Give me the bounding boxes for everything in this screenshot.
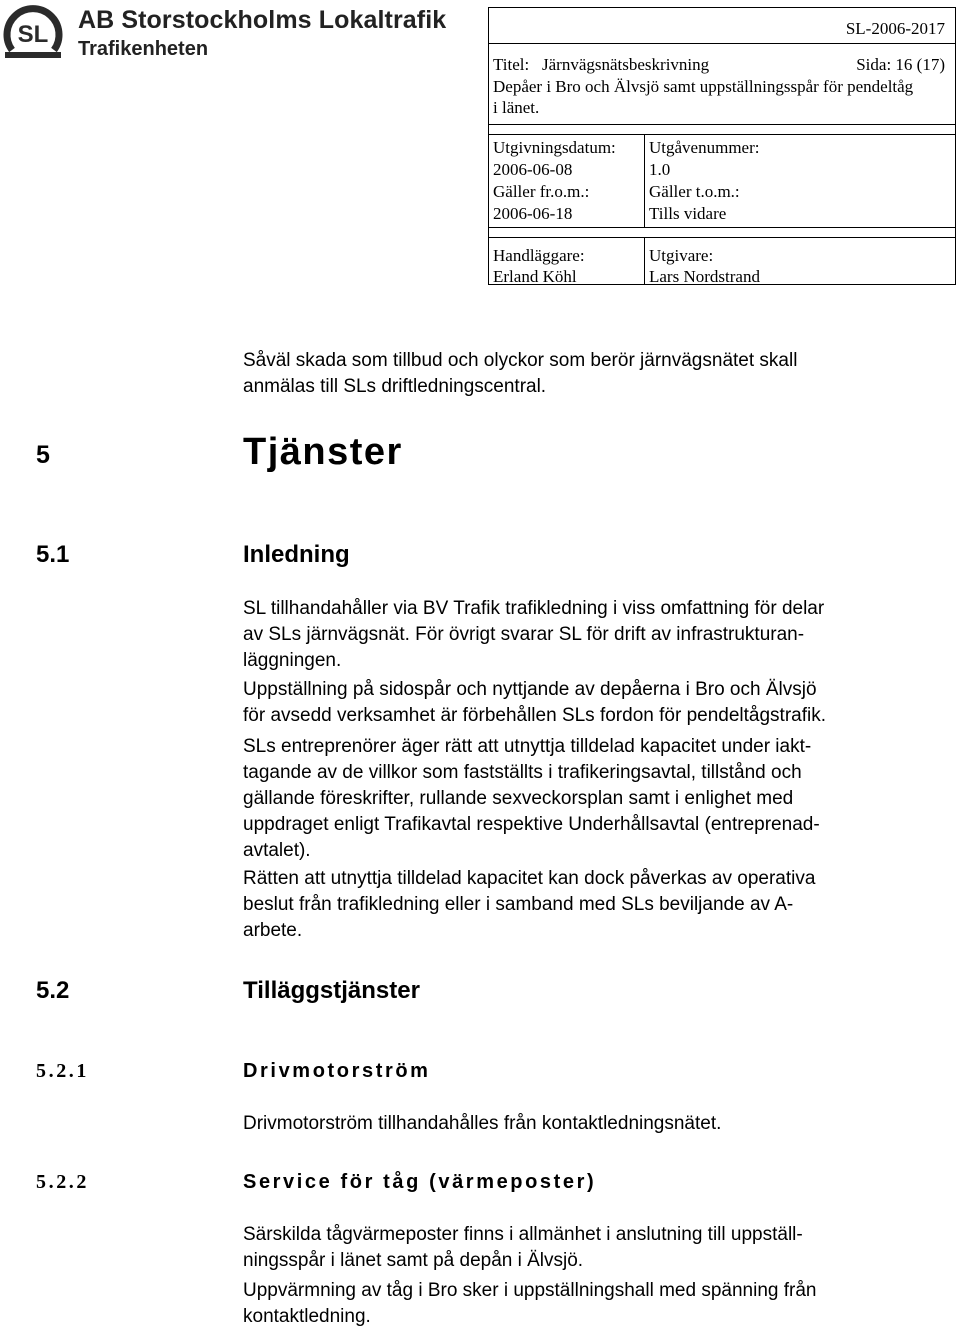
handler-label: Handläggare: <box>493 246 585 265</box>
valid-from-label: Gäller fr.o.m.: <box>493 182 590 201</box>
paragraph <box>243 866 933 944</box>
text-line: Rätten att utnyttja tilldelad kapacitet kan dock påverkas av operativa <box>243 868 816 889</box>
title-value: Järnvägsnätsbeskrivning <box>542 55 710 74</box>
organization-name: AB Storstockholms Lokaltrafik <box>78 6 447 34</box>
department-name: Trafikenheten <box>78 38 209 60</box>
handler: Erland Köhl <box>493 267 577 286</box>
paragraph <box>243 596 933 674</box>
heading-5-number: 5 <box>36 441 50 469</box>
document-info-table <box>488 7 956 285</box>
text-line: Uppvärmning av tåg i Bro sker i uppställningshall med spänning från <box>243 1280 817 1301</box>
sl-logo <box>2 2 64 60</box>
heading-5-title: Tjänster <box>243 431 403 473</box>
heading-5-2-title: Tilläggstjänster <box>243 977 420 1004</box>
text-line: gällande föreskrifter, rullande sexveckorsplan samt i enlighet med <box>243 788 794 809</box>
text-line: SL tillhandahåller via BV Trafik trafikledning i viss omfattning för delar <box>243 598 825 619</box>
text-line: av SLs järnvägsnät. För övrigt svarar SL för drift av infrastrukturan- <box>243 624 805 645</box>
text-line: arbete. <box>243 920 303 941</box>
table-divider <box>489 43 955 44</box>
heading-5-2-1-title: Drivmotorström <box>243 1060 431 1082</box>
text-line: Särskilda tågvärmeposter finns i allmänhet i anslutning till uppställ- <box>243 1224 803 1245</box>
text-line: beslut från trafikledning eller i samband med SLs beviljande av A- <box>243 894 794 915</box>
heading-5-2-number: 5.2 <box>36 977 70 1004</box>
heading-5-1-number: 5.1 <box>36 541 70 568</box>
text-line: SLs entreprenörer äger rätt att utnyttja tilldelad kapacitet under iakt- <box>243 736 812 757</box>
text-line: läggningen. <box>243 650 342 671</box>
table-divider <box>489 124 955 125</box>
document-id: SL-2006-2017 <box>845 19 945 38</box>
paragraph <box>243 1278 933 1330</box>
text-line: avtalet). <box>243 840 311 861</box>
table-divider <box>489 134 955 135</box>
edition: 1.0 <box>649 160 671 179</box>
intro-paragraph <box>243 348 933 400</box>
text-line: ningsspår i länet samt på depån i Älvsjö. <box>243 1250 584 1271</box>
table-divider <box>644 237 645 285</box>
paragraph <box>243 1111 933 1137</box>
text-line: uppdraget enligt Trafikavtal respektive Underhållsavtal (entreprenad- <box>243 814 820 835</box>
valid-to-label: Gäller t.o.m.: <box>649 182 740 201</box>
paragraph <box>243 734 933 864</box>
title-line-2: Depåer i Bro och Älvsjö samt uppställningsspår för pendeltåg <box>493 77 914 96</box>
text-line: Uppställning på sidospår och nyttjande av depåerna i Bro och Älvsjö <box>243 679 817 700</box>
text-line: tagande av de villkor som fastställts i trafikeringsavtal, tillstånd och <box>243 762 802 783</box>
paragraph <box>243 677 933 729</box>
table-divider <box>644 134 645 227</box>
text-line: kontaktledning. <box>243 1306 371 1327</box>
valid-from: 2006-06-18 <box>493 204 573 223</box>
title-line-3: i länet. <box>493 98 540 117</box>
paragraph <box>243 1222 933 1274</box>
logo-text: SL <box>17 21 49 48</box>
page-number: Sida: 16 (17) <box>856 55 945 74</box>
heading-5-2-2-number: 5.2.2 <box>36 1171 89 1193</box>
text-line: Såväl skada som tillbud och olyckor som berör järnvägsnätet skall <box>243 350 798 371</box>
text-line: Drivmotorström tillhandahålles från kontaktledningsnätet. <box>243 1113 722 1134</box>
issue-date: 2006-06-08 <box>493 160 573 179</box>
text-line: för avsedd verksamhet är förbehållen SLs fordon för pendeltågstrafik. <box>243 705 826 726</box>
table-divider <box>489 237 955 238</box>
heading-5-2-1-number: 5.2.1 <box>36 1060 89 1082</box>
valid-to: Tills vidare <box>649 204 727 223</box>
issue-date-label: Utgivningsdatum: <box>493 138 616 157</box>
text-line: anmälas till SLs driftledningscentral. <box>243 376 547 397</box>
table-divider <box>489 227 955 228</box>
publisher-label: Utgivare: <box>649 246 714 265</box>
heading-5-1-title: Inledning <box>243 541 350 568</box>
edition-label: Utgåvenummer: <box>649 138 760 157</box>
publisher: Lars Nordstrand <box>649 267 760 286</box>
title-label: Titel: <box>493 55 530 74</box>
heading-5-2-2-title: Service för tåg (värmeposter) <box>243 1171 597 1193</box>
